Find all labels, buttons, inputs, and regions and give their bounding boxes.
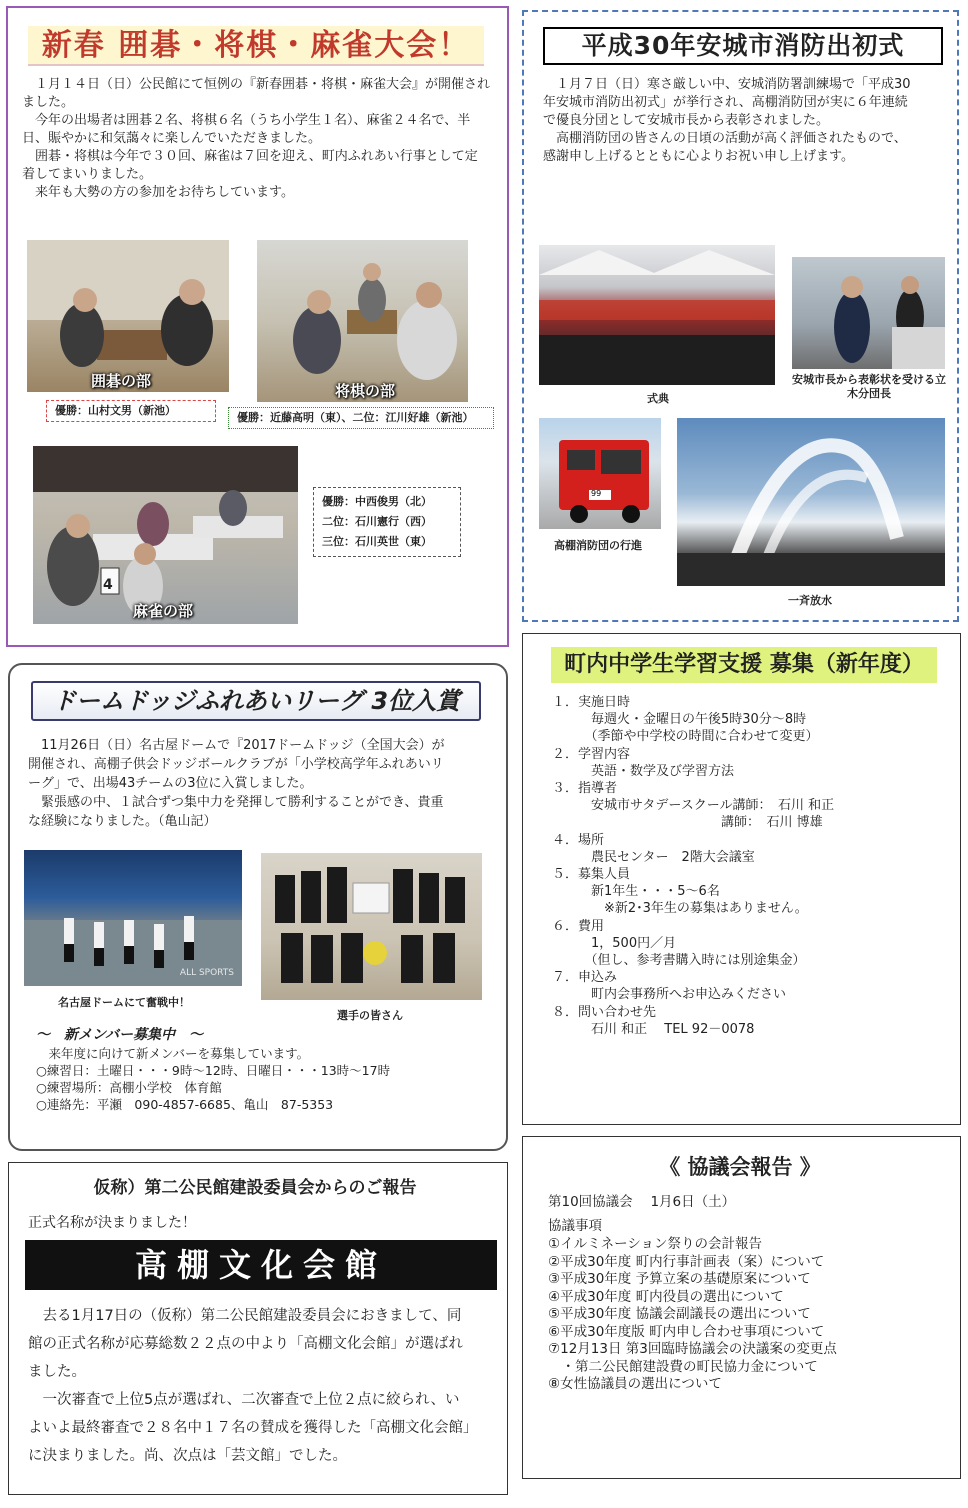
study-line: （季節や中学校の時間に合わせて変更） [552, 729, 819, 745]
go-photo [27, 240, 229, 392]
mahjong-winners [313, 487, 461, 557]
council-agenda-label: 協議事項 [548, 1218, 602, 1234]
parade-caption: 高棚消防団の行進 [554, 539, 642, 552]
award-caption: 安城市長から表彰状を受ける立木分団長 [792, 373, 946, 400]
agenda-item: ⑦12月13日 第3回臨時協議会の決議案の変更点 [548, 1341, 837, 1357]
ceremony-illustration [539, 245, 775, 385]
study-line: 農民センター 2階大会議室 [552, 849, 755, 865]
dodge-article [28, 736, 446, 831]
study-line: ８．問い合わせ先 [552, 1004, 657, 1020]
study-line: ４．場所 [552, 832, 605, 848]
dome-players-illustration [24, 850, 242, 986]
council-title: 《 協議会報告 》 [659, 1155, 821, 1179]
shogi-players-illustration [257, 240, 468, 402]
shogi-label: 将棋の部 [335, 382, 396, 400]
recruit-list [36, 1045, 390, 1113]
team-illustration [261, 853, 482, 1000]
hall-subtitle: 正式名称が決まりました！ [28, 1215, 196, 1231]
dome-photo [24, 850, 242, 986]
agenda-item: ③平成30年度 予算立案の基礎原案について [548, 1271, 811, 1287]
ceremony-caption: 式典 [647, 392, 669, 405]
fire-article [543, 76, 911, 166]
hall-paragraph: 一次審査で上位5点が選ばれ、二次審査で上位２点に絞られ、いよいよ最終審査で２８名中１７名の賛成を獲得した「高棚文化会館」に決まりました。尚、次点は「芸文館」でした。 [28, 1392, 471, 1464]
study-line: 講師： 石川 博雄 [552, 815, 823, 831]
mahjong-photo [33, 446, 298, 624]
shogi-winner: 優勝：近藤高明（東）、二位：江川好雄（新池） [228, 407, 494, 429]
study-line: 毎週火・金曜日の午後5時30分～8時 [552, 712, 807, 728]
shogi-photo [257, 240, 468, 402]
study-line: ２．学習内容 [552, 746, 631, 762]
study-line: （但し、参考書購入時には別途集金） [552, 953, 806, 969]
study-line: 安城市サタデースクール講師： 石川 和正 [552, 798, 835, 814]
study-line: ３．指導者 [552, 781, 618, 797]
fire-paragraph: １月７日（日）寒さ厳しい中、安城消防署訓練場で「平成30年安城市消防出初式」が挙行され、高棚消防団が実に６年連続で優良分団として安城市長から表彰されました。 [543, 77, 911, 128]
recruit-line: ○練習日：土曜日・・・9時～12時、日曜日・・・13時～17時 [36, 1063, 391, 1078]
mahjong-table-number: 4 [103, 577, 113, 593]
agenda-item: ⑤平成30年度 協議会副議長の選出について [548, 1306, 811, 1322]
study-line: 英語・数学及び学習方法 [552, 763, 735, 779]
agenda-item: ⑧女性協議員の選出について [548, 1376, 722, 1392]
mahjong-winner: 三位：石川英世（東） [322, 535, 432, 548]
go-winner: 優勝：山村文男（新池） [46, 400, 216, 422]
study-details [552, 694, 834, 1038]
fire-title: 平成30年安城市消防出初式 [543, 27, 943, 65]
shogi-title: 新春 囲碁・将棋・麻雀大会！ [28, 26, 484, 66]
dodge-paragraph: 11月26日（日）名古屋ドームで『2017ドームドッジ（全国大会）が開催され、高棚子供会ドッジボールクラブが「小学校高学年ふれあいリーグ」で、出場43チームの3位に入賞しました。 [28, 738, 445, 791]
study-line: ６．費用 [552, 918, 605, 934]
water-photo [677, 418, 945, 586]
study-line: 石川 和正 TEL 92－0078 [552, 1021, 755, 1037]
dome-caption: 名古屋ドームにて奮戦中！ [58, 996, 190, 1009]
study-line: ※新2･3年生の募集はありません。 [552, 901, 808, 917]
council-agenda [548, 1236, 837, 1394]
mahjong-winner: 優勝：中西俊男（北） [322, 495, 432, 508]
mahjong-label: 麻雀の部 [133, 602, 194, 620]
study-line: 新1年生・・・5～6名 [552, 884, 720, 900]
dodge-title: ドームドッジふれあいリーグ 3位入賞 [31, 681, 481, 721]
shogi-article [22, 76, 490, 202]
agenda-item: ⑥平成30年度版 町内申し合わせ事項について [548, 1323, 825, 1340]
water-caption: 一斉放水 [788, 594, 832, 607]
mahjong-players-illustration [33, 446, 298, 624]
shogi-paragraph: 囲碁・将棋は今年で３０回、麻雀は７回を迎え、町内ふれあい行事として定着してまいりました。 [22, 149, 478, 182]
fire-truck-plate: 99 [591, 489, 602, 498]
study-line: 1，500円／月 [552, 935, 677, 951]
agenda-item: ②平成30年度 町内行事計画表（案）について [548, 1253, 825, 1270]
agenda-item: ④平成30年度 町内役員の選出について [548, 1288, 784, 1305]
hall-name: 高棚文化会館 [25, 1240, 497, 1290]
study-line: ５．募集人員 [552, 867, 631, 883]
team-photo [261, 853, 482, 1000]
recruit-line: ○連絡先：平瀬 090-4857-6685、亀山 87-5353 [36, 1097, 334, 1112]
recruit-line: ○練習場所：高棚小学校 体育館 [36, 1080, 222, 1095]
shogi-paragraph: 今年の出場者は囲碁２名、将棋６名（うち小学生１名）、麻雀２４名で、半日、賑やかに和気藹々に楽しんでいただきました。 [22, 113, 471, 146]
study-line: 町内会事務所へお申込みください [552, 987, 787, 1003]
team-caption: 選手の皆さん [337, 1009, 403, 1022]
study-line: １．実施日時 [552, 695, 631, 710]
hall-paragraph: 去る1月17日の（仮称）第二公民館建設委員会におきまして、同館の正式名称が応募総数２２点の中より「高棚文化会館」が選ばれました。 [28, 1308, 463, 1380]
parade-photo [539, 418, 661, 529]
council-meeting: 第10回協議会 1月6日（土） [548, 1194, 736, 1210]
photo-watermark: ALL SPORTS [179, 968, 234, 978]
study-line: ７．申込み [552, 970, 618, 986]
award-illustration [792, 257, 945, 369]
fire-truck-illustration [539, 418, 661, 529]
study-title: 町内中学生学習支援 募集（新年度） [551, 647, 937, 683]
dodge-paragraph: 緊張感の中、１試合ずつ集中力を発揮して勝利することができ、貴重な経験になりました。（亀山記） [28, 795, 444, 829]
ceremony-photo [539, 245, 775, 385]
shogi-paragraph: １月１４日（日）公民館にて恒例の『新春囲碁・将棋・麻雀大会』が開催されました。 [22, 77, 491, 110]
go-label: 囲碁の部 [91, 372, 152, 390]
agenda-item: ・第二公民館建設費の町民協力金について [548, 1358, 818, 1375]
hall-title: 仮称）第二公民館建設委員会からのご報告 [93, 1178, 417, 1198]
fire-paragraph: 高棚消防団の皆さんの日頃の活動が高く評価されたもので、感謝申し上げるとともに心よりお祝い申し上げます。 [543, 131, 907, 164]
shogi-paragraph: 来年も大勢の方の参加をお待ちしています。 [22, 185, 294, 200]
water-spray-illustration [677, 418, 945, 586]
hall-article [28, 1302, 473, 1470]
award-photo [792, 257, 945, 369]
agenda-item: ①イルミネーション祭りの会計報告 [548, 1236, 763, 1252]
recruit-title: ～ 新メンバー募集中 ～ [36, 1027, 204, 1043]
recruit-line: 来年度に向けて新メンバーを募集しています。 [36, 1046, 310, 1061]
mahjong-winner: 二位：石川憲行（西） [322, 515, 432, 528]
